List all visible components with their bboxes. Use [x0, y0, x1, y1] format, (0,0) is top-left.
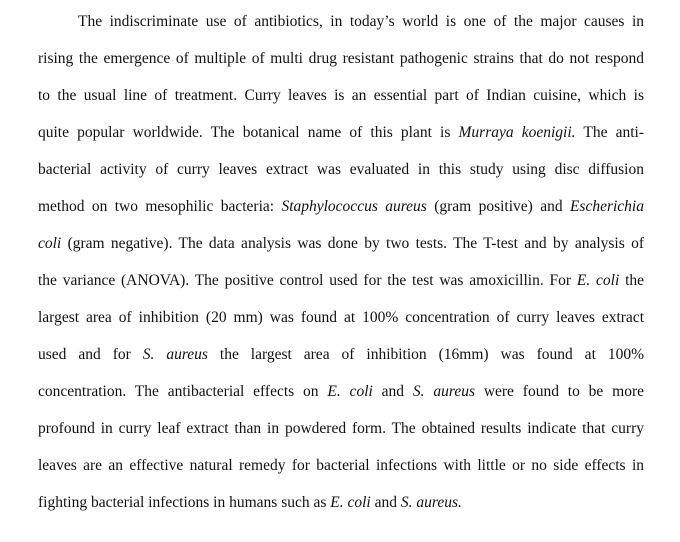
paragraph-line [38, 419, 644, 439]
italic-text-segment: S. aureus. [400, 494, 462, 511]
text-segment: the variance (ANOVA). The positive control used for the test was amoxicillin. For [38, 272, 577, 289]
text-segment: used and for [38, 346, 143, 363]
paragraph-line [78, 12, 644, 32]
italic-text-segment: E. coli [327, 383, 373, 400]
text-segment: largest area of inhibition (20 mm) was found at 100% concentration of curry leaves extract [38, 309, 644, 326]
paragraph-line [38, 308, 644, 328]
text-segment: concentration. The antibacterial effects on [38, 383, 328, 400]
text-segment: The indiscriminate use of antibiotics, in today’s world is one of the major causes in [78, 13, 644, 30]
text-segment: to the usual line of treatment. Curry leaves is an essential part of Indian cuisine, which is [38, 87, 644, 104]
paragraph-line [38, 160, 644, 180]
italic-text-segment: E. coli [576, 272, 620, 289]
text-segment: bacterial activity of curry leaves extract was evaluated in this study using disc diffusion [38, 161, 644, 178]
italic-text-segment: coli [38, 235, 62, 252]
text-segment: rising the emergence of multiple of multi drug resistant pathogenic strains that do not respond [38, 50, 644, 67]
paragraph-line [38, 197, 644, 217]
paragraph-line [38, 271, 644, 291]
text-segment: method on two mesophilic bacteria: [38, 198, 282, 215]
italic-text-segment: S. aureus [412, 383, 475, 400]
text-segment: (gram negative). The data analysis was done by two tests. The T-test and by analysis of [61, 235, 644, 252]
text-segment: The anti- [575, 124, 644, 141]
paragraph-line [38, 382, 644, 402]
paragraph-line [38, 123, 644, 143]
text-segment: were found to be more [474, 383, 645, 400]
paragraph-line [38, 234, 644, 254]
paragraph-line [38, 49, 644, 69]
paragraph-line [38, 86, 644, 106]
paragraph-line [38, 493, 644, 513]
italic-text-segment: Staphylococcus aureus [281, 198, 427, 215]
text-segment: the largest area of inhibition (16mm) was found at 100% [207, 346, 644, 363]
paragraph-line [38, 345, 644, 365]
text-segment: profound in curry leaf extract than in powdered form. The obtained results indicate that curry [38, 420, 644, 437]
italic-text-segment: Escherichia [569, 198, 644, 215]
text-segment: leaves are an effective natural remedy for bacterial infections with little or no side effects in [38, 457, 644, 474]
paragraph-line [38, 456, 644, 476]
text-segment: the [619, 272, 645, 289]
italic-text-segment: E. coli [330, 494, 371, 511]
text-segment: (gram positive) and [426, 198, 570, 215]
italic-text-segment: Murraya koenigii. [458, 124, 576, 141]
text-segment: quite popular worldwide. The botanical name of this plant is [38, 124, 459, 141]
text-segment: fighting bacterial infections in humans such as [38, 494, 331, 511]
text-segment: and [370, 494, 401, 511]
italic-text-segment: S. aureus [142, 346, 208, 363]
text-segment: and [372, 383, 413, 400]
